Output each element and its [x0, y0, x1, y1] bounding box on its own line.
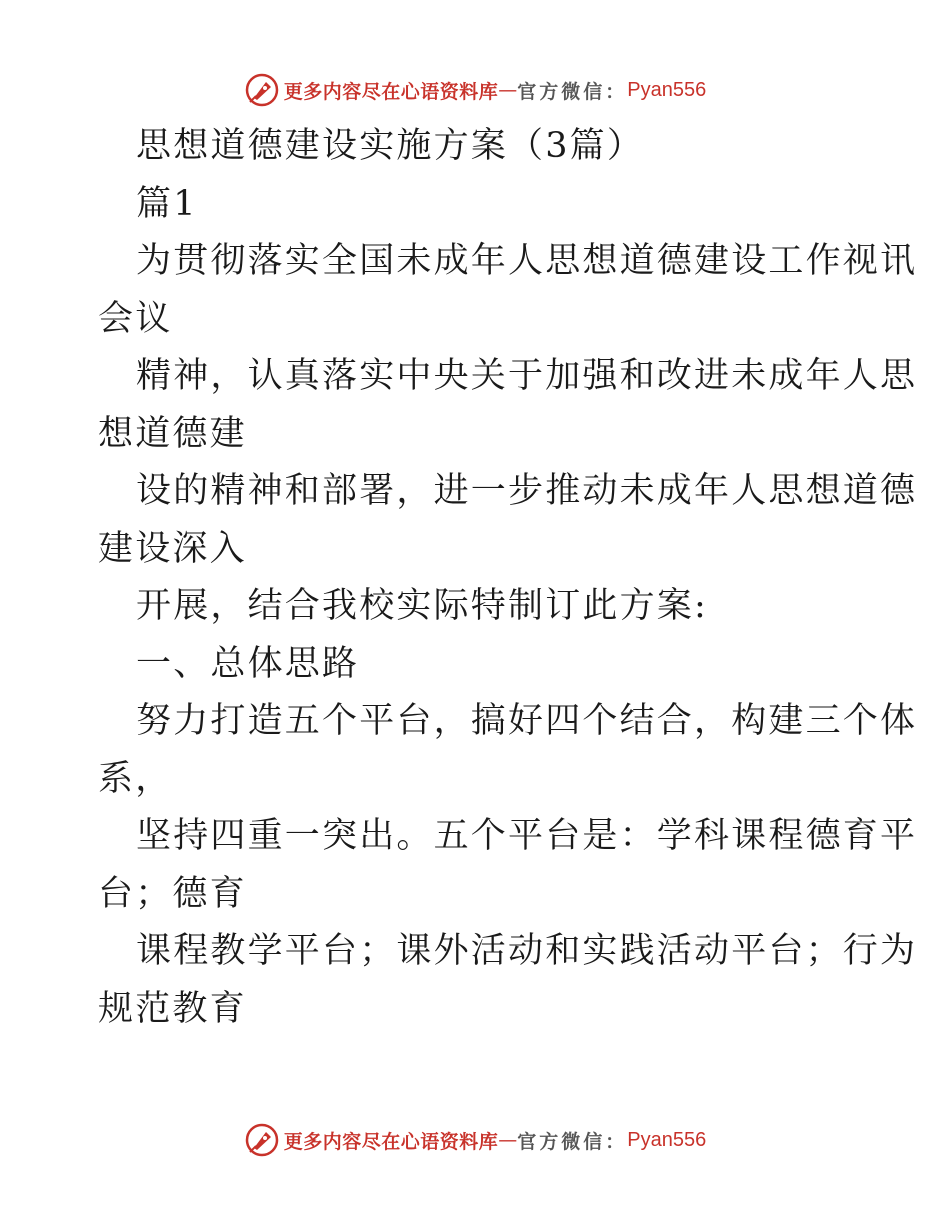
doc-line: 篇1: [136, 183, 198, 224]
pen-nib-logo-icon: [244, 1122, 280, 1158]
doc-line: 建设深入: [98, 528, 247, 569]
wechat-id: Pyan556: [627, 78, 707, 101]
doc-line: 努力打造五个平台，搞好四个结合，构建三个体: [136, 701, 918, 741]
document-body: [98, 118, 918, 1038]
doc-line: 规范教育: [98, 988, 247, 1029]
doc-line: 系，: [98, 758, 173, 799]
doc-line: 精神，认真落实中央关于加强和改进未成年人思: [136, 356, 918, 396]
pen-nib-logo-icon: [244, 72, 280, 108]
doc-line: 为贯彻落实全国未成年人思想道德建设工作视讯: [136, 241, 918, 281]
doc-line: 会议: [98, 298, 173, 339]
doc-line: 一、总体思路: [136, 643, 360, 684]
wechat-label: 官方微信：: [517, 80, 628, 103]
doc-line: 设的精神和部署，进一步推动未成年人思想道德: [136, 471, 918, 511]
header-banner: [0, 70, 950, 110]
doc-line: 开展，结合我校实际特制订此方案:: [136, 586, 708, 626]
footer-banner: [0, 1120, 950, 1160]
doc-line: 课程教学平台；课外活动和实践活动平台；行为: [136, 931, 918, 971]
library-slogan: 更多内容尽在心语资料库: [283, 80, 499, 103]
library-slogan: 更多内容尽在心语资料库: [283, 1130, 499, 1153]
doc-line: 台；德育: [98, 873, 247, 914]
wechat-id: Pyan556: [627, 1128, 707, 1151]
doc-line: 思想道德建设实施方案（3篇）: [136, 126, 645, 166]
doc-line: 坚持四重一突出。五个平台是：学科课程德育平: [136, 816, 918, 856]
banner-separator: —: [498, 1129, 518, 1151]
doc-line: 想道德建: [98, 413, 247, 454]
wechat-label: 官方微信：: [517, 1130, 628, 1153]
banner-separator: —: [498, 79, 518, 101]
